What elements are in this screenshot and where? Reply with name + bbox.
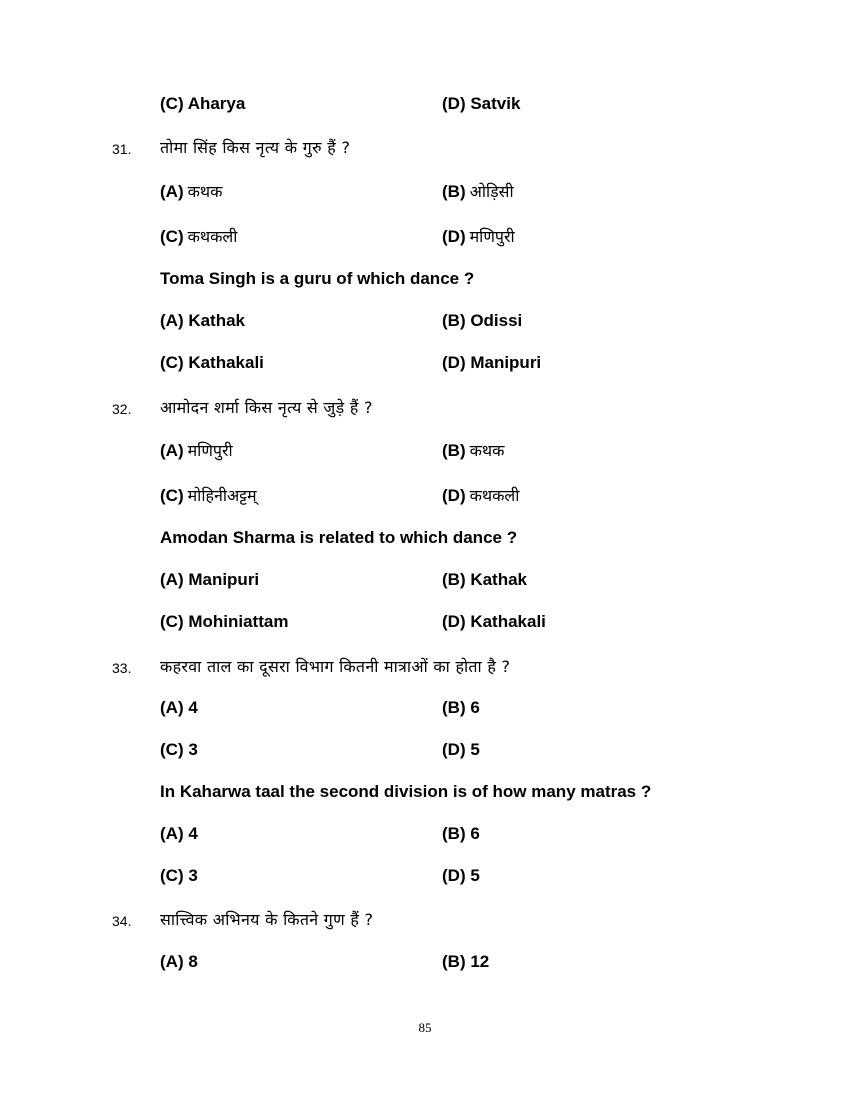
q31-hindi-option-c: (C) कथकली (160, 227, 238, 246)
q32-option-d: (D) Kathakali (442, 612, 546, 631)
question-text-english: In Kaharwa taal the second division is of how many matras ? (160, 782, 652, 801)
q33-hindi-question (0, 655, 850, 681)
question-text-hindi: सात्त्विक अभिनय के कितने गुण हैं ? (160, 910, 374, 929)
q32-english-options-row-cd (0, 612, 850, 638)
question-number: 31. (112, 141, 132, 157)
q31-option-d: (D) Manipuri (442, 353, 542, 372)
q32-hindi-option-d: (D) कथकली (442, 486, 520, 505)
q31-hindi-option-a: (A) कथक (160, 182, 223, 201)
q32-english-question (0, 528, 850, 554)
question-text-english: Toma Singh is a guru of which dance ? (160, 269, 475, 288)
q33-option-c: (C) 3 (160, 866, 198, 885)
q31-hindi-options-row-cd (0, 225, 850, 251)
q31-option-b: (B) Odissi (442, 311, 523, 330)
q33-option-d: (D) 5 (442, 866, 480, 885)
q32-hindi-options-row-ab (0, 439, 850, 465)
q33-english-question (0, 782, 850, 808)
q34-hindi-option-b: (B) 12 (442, 952, 490, 971)
page-number: 85 (418, 1020, 432, 1035)
question-text-hindi: कहरवा ताल का दूसरा विभाग कितनी मात्राओं का होता है ? (160, 657, 511, 676)
q31-option-a: (A) Kathak (160, 311, 246, 330)
q33-hindi-option-c: (C) 3 (160, 740, 198, 759)
q33-hindi-option-b: (B) 6 (442, 698, 480, 717)
q30-options-row-cd (0, 94, 850, 120)
q34-hindi-options-row-ab (0, 952, 850, 978)
q33-option-b: (B) 6 (442, 824, 480, 843)
question-number: 33. (112, 660, 132, 676)
q33-english-options-row-ab (0, 824, 850, 850)
q32-option-b: (B) Kathak (442, 570, 528, 589)
q33-hindi-options-row-ab (0, 698, 850, 724)
q32-hindi-options-row-cd (0, 484, 850, 510)
q33-hindi-options-row-cd (0, 740, 850, 766)
question-number: 34. (112, 913, 132, 929)
q34-hindi-question (0, 908, 850, 934)
q32-option-c: (C) Mohiniattam (160, 612, 289, 631)
q32-hindi-option-a: (A) मणिपुरी (160, 441, 233, 460)
q31-english-options-row-ab (0, 311, 850, 337)
q33-english-options-row-cd (0, 866, 850, 892)
q33-option-a: (A) 4 (160, 824, 198, 843)
question-text-english: Amodan Sharma is related to which dance ? (160, 528, 518, 547)
q32-hindi-option-c: (C) मोहिनीअट्टम् (160, 486, 257, 505)
q31-hindi-options-row-ab (0, 180, 850, 206)
q30-option-d: (D) Satvik (442, 94, 521, 113)
q33-hindi-option-a: (A) 4 (160, 698, 198, 717)
q31-option-c: (C) Kathakali (160, 353, 264, 372)
q31-english-question (0, 269, 850, 295)
q33-hindi-option-d: (D) 5 (442, 740, 480, 759)
q31-hindi-option-b: (B) ओड़िसी (442, 182, 514, 201)
q32-hindi-question (0, 396, 850, 422)
q32-option-a: (A) Manipuri (160, 570, 260, 589)
question-number: 32. (112, 401, 132, 417)
q32-hindi-option-b: (B) कथक (442, 441, 505, 460)
q31-hindi-question (0, 136, 850, 162)
q30-option-c: (C) Aharya (160, 94, 246, 113)
q34-hindi-option-a: (A) 8 (160, 952, 198, 971)
question-text-hindi: तोमा सिंह किस नृत्य के गुरु हैं ? (160, 138, 351, 157)
q31-english-options-row-cd (0, 353, 850, 379)
question-text-hindi: आमोदन शर्मा किस नृत्य से जुड़े हैं ? (160, 398, 373, 417)
q31-hindi-option-d: (D) मणिपुरी (442, 227, 515, 246)
q32-english-options-row-ab (0, 570, 850, 596)
